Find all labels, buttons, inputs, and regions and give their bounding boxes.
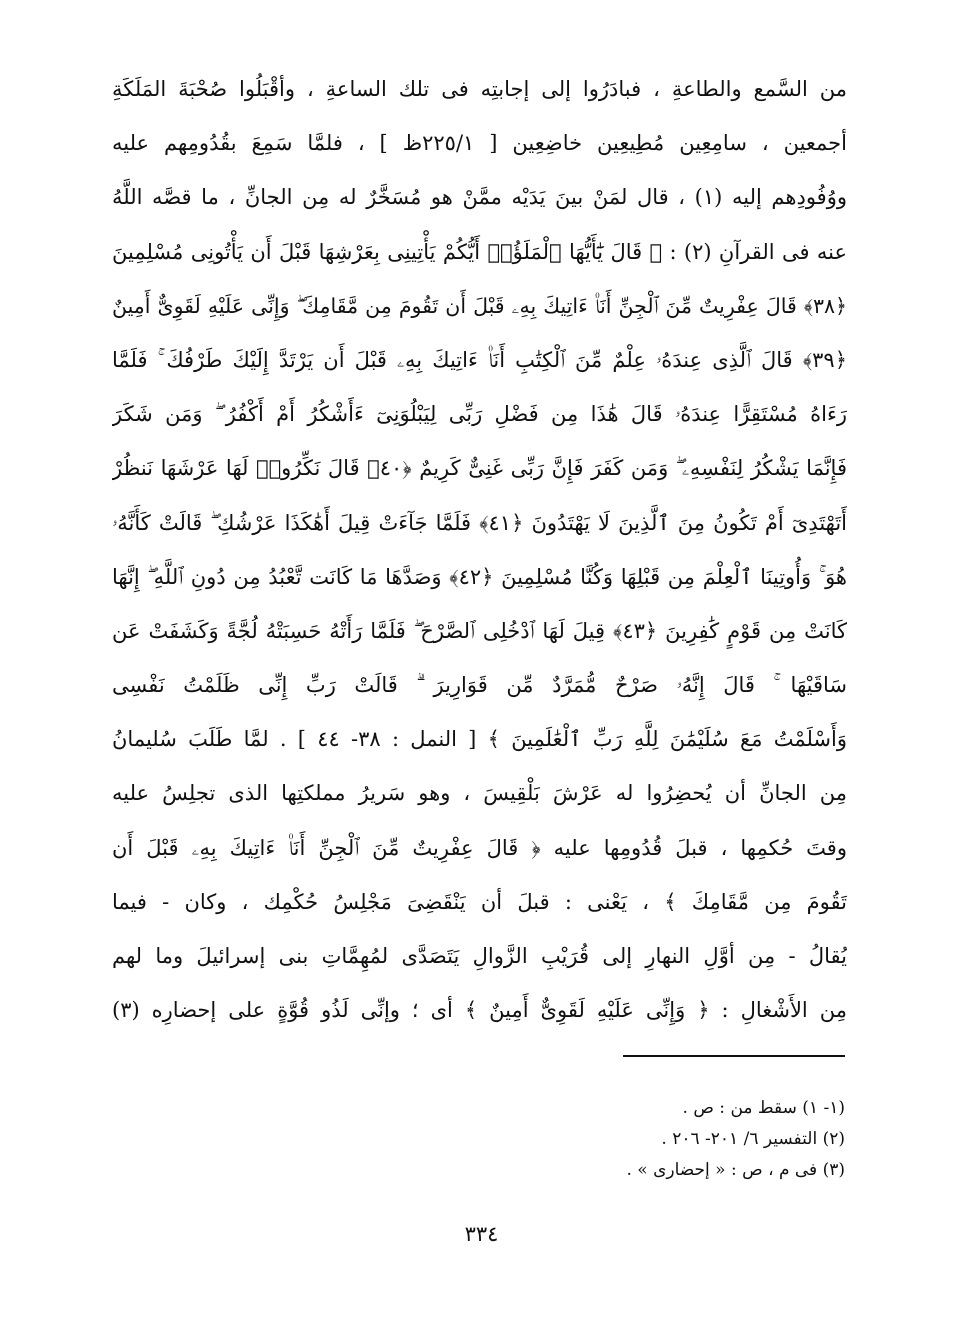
- text-line: ﴿٣٩﴾ قَالَ ٱلَّذِى عِندَهُۥ عِلْمٌ مِّنَ ٱلْكِتَٰبِ أَنَا۠ ءَاتِيكَ بِهِۦ قَبْلَ أَن يَرْتَدَّ إِلَيْكَ طَرْفُكَ ۚ فَلَمَّا: [112, 347, 847, 372]
- text-line: سَاقَيْهَا ۚ قَالَ إِنَّهُۥ صَرْحٌ مُّمَرَّدٌ مِّن قَوَارِيرَ ۗ قَالَتْ رَبِّ إِنِّى ظَلَمْتُ نَفْسِى: [112, 673, 847, 698]
- page-number: ٣٣٤: [464, 1222, 499, 1246]
- text-line: مِن الأَشْغالِ : ﴿ وَإِنِّى عَلَيْهِ لَقَوِىٌّ أَمِينٌ ﴾ أى ؛ وإنِّى لَذُو قُوَّةٍ على إحضارِه (٣): [112, 998, 847, 1023]
- text-line: من السَّمع والطاعةِ ، فبادَرُوا إلى إجابتِه فى تلك الساعةِ ، وأقْبَلُوا صُحْبَةَ المَلَكَةِ: [112, 77, 847, 101]
- text-line: أجمعين ، سامِعِين مُطِيعِين خاضِعِين [ ٢٢٥/١ظ ] ، فلمَّا سَمِعَ بقُدُومِهم عليه: [112, 131, 847, 156]
- text-line: تَقُومَ مِن مَّقَامِكَ ﴾ ، يَعْنى : قبلَ أن يَنْقَضِىَ مَجْلِسُ حُكْمِك ، وكان - فيما: [112, 889, 847, 914]
- main-text: [112, 62, 847, 1037]
- text-line: ووُفُودِهم إليه (١) ، قال لمَنْ بينَ يَدَيْه ممَّنْ هو مُسَخَّرٌ له مِن الجانِّ ، ما قصَّه اللَّهُ: [112, 185, 847, 210]
- text-line: كَانَتْ مِن قَوْمٍ كَٰفِرِينَ ﴿٤٣﴾ قِيلَ لَهَا ٱدْخُلِى ٱلصَّرْحَ ۖ فَلَمَّا رَأَتْهُ حَسِبَتْهُ لُجَّةً وَكَشَفَتْ عَن: [112, 618, 847, 643]
- text-line: أَتَهْتَدِىٓ أَمْ تَكُونُ مِنَ ٱلَّذِينَ لَا يَهْتَدُونَ ﴿٤١﴾ فَلَمَّا جَآءَتْ قِيلَ أَهَٰكَذَا عَرْشُكِ ۖ قَالَتْ كَأَنَّهُۥ: [112, 510, 847, 535]
- text-line: مِن الجانِّ أن يُحضِرُوا له عَرْشَ بَلْقِيسَ ، وهو سَريرُ مملكتِها الذى تجلِسُ عليه: [112, 781, 847, 806]
- text-line: هُوَ ۚ وَأُوتِينَا ٱلْعِلْمَ مِن قَبْلِهَا وَكُنَّا مُسْلِمِينَ ﴿٤٢﴾ وَصَدَّهَا مَا كَانَت تَّعْبُدُ مِن دُونِ ٱللَّهِ ۖ إِنَّهَا: [112, 564, 847, 589]
- text-line: يُقالُ - مِن أوَّلِ النهارِ إلى قُرَيْبِ الزَّوالِ يَتَصَدَّى لمُهِمَّاتِ بنى إسرائيلَ وما لهم: [112, 944, 847, 968]
- text-line: ﴿٣٨﴾ قَالَ عِفْرِيتٌ مِّنَ ٱلْجِنِّ أَنَا۠ ءَاتِيكَ بِهِۦ قَبْلَ أَن تَقُومَ مِن مَّقَامِكَ ۖ وَإِنِّى عَلَيْهِ لَقَوِىٌّ أَمِينٌ: [112, 293, 847, 318]
- footnote-divider: [623, 1055, 845, 1057]
- text-line: رَءَاهُ مُسْتَقِرًّا عِندَهُۥ قَالَ هَٰذَا مِن فَضْلِ رَبِّى لِيَبْلُوَنِىٓ ءَأَشْكُرُ أَمْ أَكْفُرُ ۖ وَمَن شَكَرَ: [112, 402, 847, 427]
- footnote: (٣) فى م ، ص : « إحضارى » .: [626, 1160, 845, 1180]
- text-line: وقتَ حُكمِها ، قبلَ قُدُومِها عليه ﴿ قَالَ عِفْرِيتٌ مِّنَ ٱلْجِنِّ أَنَا۠ ءَاتِيكَ بِهِۦ قَبْلَ أَن: [112, 835, 847, 860]
- text-line: وَأَسْلَمْتُ مَعَ سُلَيْمَٰنَ لِلَّهِ رَبِّ ٱلْعَٰلَمِينَ ﴾ [ النمل : ٣٨- ٤٤ ] . لمَّا طَلَبَ سُليمانُ: [112, 727, 847, 752]
- footnote: (٢) التفسير ٦/ ٢٠١- ٢٠٦ .: [661, 1129, 845, 1149]
- footnotes: [345, 1093, 845, 1186]
- text-line: عنه فى القرآنِ (٢) : ﴿ قَالَ يَٰٓأَيُّهَا ٱلْمَلَؤُا۟ أَيُّكُمْ يَأْتِينِى بِعَرْشِهَا قَبْلَ أَن يَأْتُونِى مُسْلِمِينَ: [112, 239, 847, 264]
- footnote: (١- ١) سقط من : ص .: [682, 1098, 845, 1118]
- text-line: فَإِنَّمَا يَشْكُرُ لِنَفْسِهِۦ ۖ وَمَن كَفَرَ فَإِنَّ رَبِّى غَنِىٌّ كَرِيمٌ ﴿٤٠﴾ قَالَ نَكِّرُوا۟ لَهَا عَرْشَهَا نَنظُرْ: [112, 456, 847, 481]
